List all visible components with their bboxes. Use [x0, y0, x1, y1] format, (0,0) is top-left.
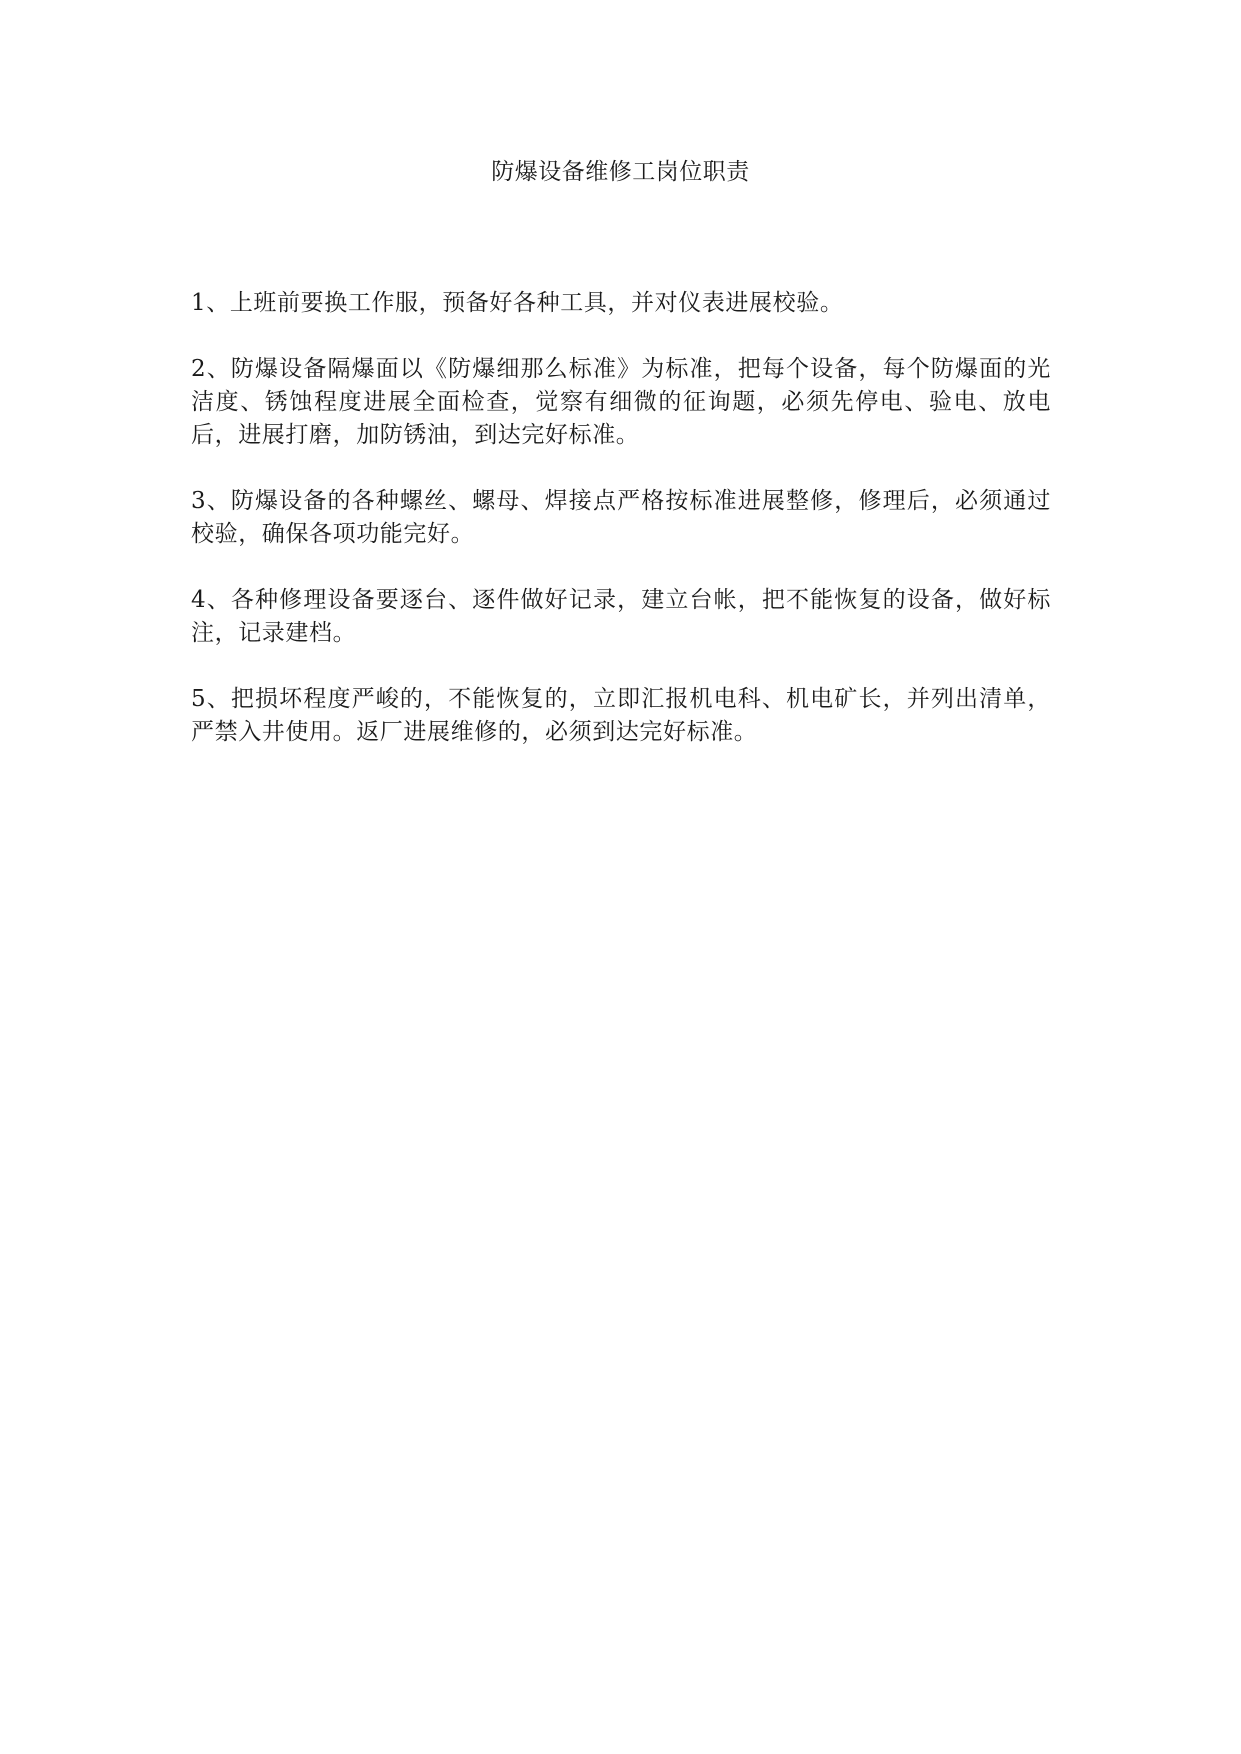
document-body [191, 287, 1051, 782]
duty-item-1: 1、上班前要换工作服，预备好各种工具，并对仪表进展校验。 [191, 290, 844, 316]
duty-item-5: 5、把损坏程度严峻的，不能恢复的，立即汇报机电科、机电矿长，并列出清单，严禁入井使用。返厂进展维修的，必须到达完好标准。 [191, 686, 1051, 745]
document-title: 防爆设备维修工岗位职责 [491, 159, 750, 185]
duty-item-4: 4、各种修理设备要逐台、逐件做好记录，建立台帐，把不能恢复的设备，做好标注，记录建档。 [191, 587, 1051, 646]
duty-item-2: 2、防爆设备隔爆面以《防爆细那么标准》为标准，把每个设备，每个防爆面的光洁度、锈蚀程度进展全面检查，觉察有细微的征询题，必须先停电、验电、放电后，进展打磨，加防锈油，到达完好标准。 [191, 356, 1051, 448]
duty-item-3: 3、防爆设备的各种螺丝、螺母、焊接点严格按标准进展整修，修理后，必须通过校验，确保各项功能完好。 [191, 488, 1051, 547]
